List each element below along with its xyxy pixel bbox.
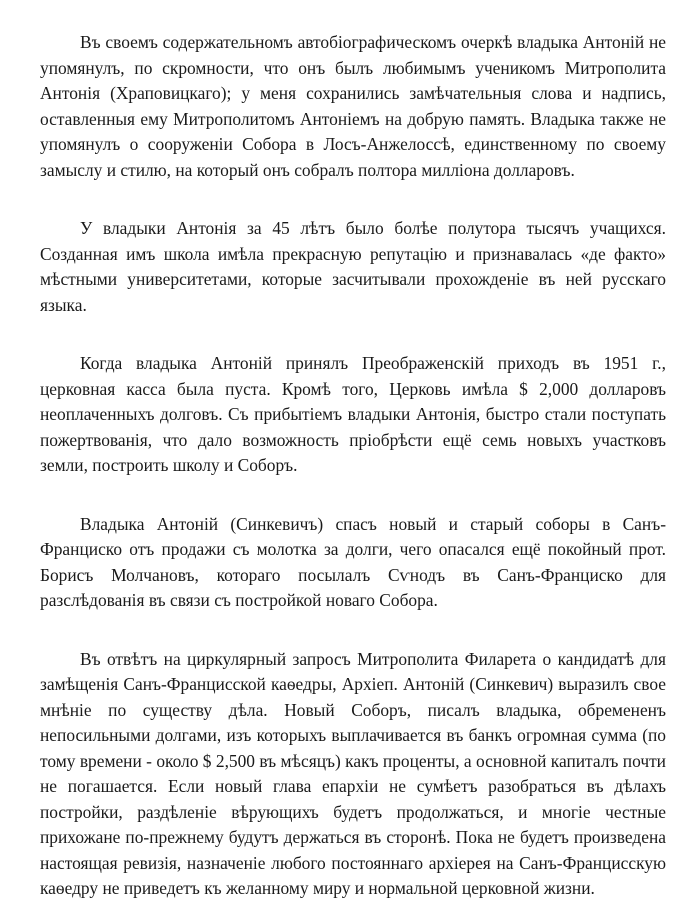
paragraph-1: Въ своемъ содержательномъ автобіографическомъ очеркѣ владыка Антоній не упомянулъ, по скромности, что онъ былъ любимымъ ученикомъ Митрополита Антонія (Храповицкаго); у меня сохранились замѣчательныя слова и надпись, оставленныя ему Митрополитомъ Антоніемъ на добрую память. Владыка также не упомянулъ о сооруженіи Собора в Лосъ-Анжелоссѣ, единственному по своему замыслу и стилю, на который онъ собралъ полтора милліона долларовъ.	[40, 32, 666, 180]
paragraph-4: Владыка Антоній (Синкевичъ) спасъ новый и старый соборы в Санъ-Франциско отъ продажи съ молотка за долги, чего опасался ещё покойный прот. Борисъ Молчановъ, котораго посылалъ Сѵнодъ въ Санъ-Франциско для разслѣдованія въ связи съ постройкой новаго Собора.	[40, 513, 666, 610]
document-page	[40, 30, 666, 902]
paragraph-3: Когда владыка Антоній принялъ Преображенскій приходъ въ 1951 г., церковная касса была пуста. Кромѣ того, Церковь имѣла $ 2,000 долларовъ неоплаченныхъ долговъ. Съ прибытіемъ владыки Антонія, быстро стали поступать пожертвованія, что дало возможность пріобрѣсти ещё семь новыхъ участковъ земли, построить школу и Соборъ.	[40, 353, 666, 475]
paragraph-5: Въ отвѣтъ на циркулярный запросъ Митрополита Филарета о кандидатѣ для замѣщенія Санъ-Францисской каѳедры, Архіеп. Антоній (Синкевич) выразилъ свое мнѣніе по существу дѣла. Новый Соборъ, писалъ владыка, обремененъ непосильными долгами, изъ которыхъ выплачивается въ банкъ огромная сумма (по тому времени - около $ 2,500 въ мѣсяцъ) какъ проценты, а основной капиталъ почти не погашается. Если новый глава епархіи не сумѣетъ разобраться въ дѣлахъ постройки, раздѣленіе вѣрующихъ будетъ продолжаться, и многіе честные прихожане по-прежнему будутъ держаться въ сторонѣ. Пока не будетъ произведена настоящая ревизія, назначеніе любого постояннаго архіерея на Санъ-Францисскую каѳедру не приведетъ къ желанному миру и нормальной церковной жизни.	[40, 648, 666, 898]
paragraph-2: У владыки Антонія за 45 лѣтъ было болѣе полутора тысячъ учащихся. Созданная имъ школа имѣла прекрасную репутацію и признавалась «де факто» мѣстными университетами, которые засчитывали прохожденіе въ ней русскаго языка.	[40, 218, 666, 315]
